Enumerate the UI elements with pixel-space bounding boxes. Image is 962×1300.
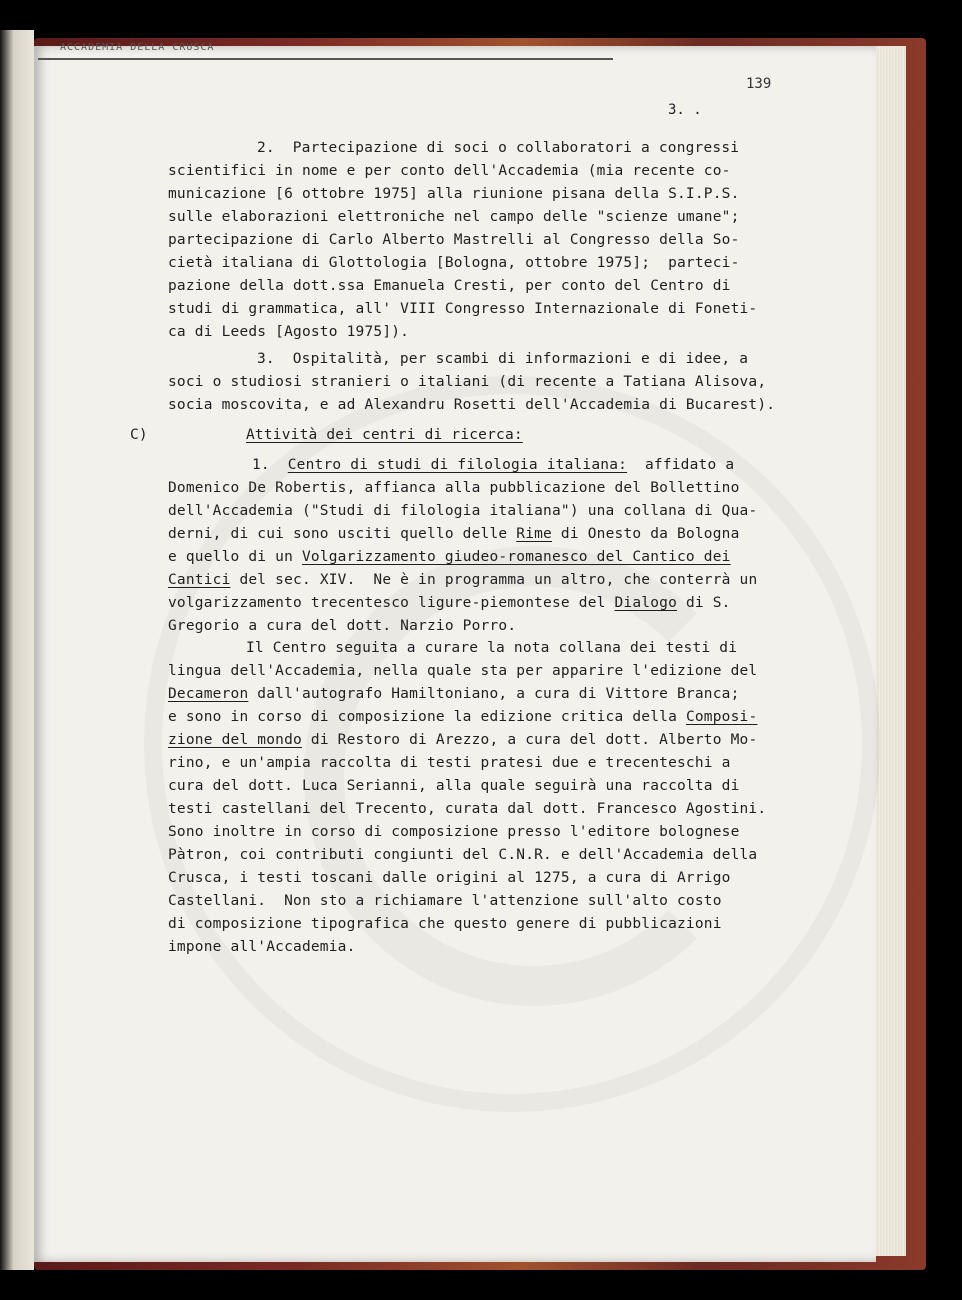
par2-line-4 <box>168 709 757 725</box>
left-page-edge <box>0 30 34 1270</box>
centro-l7-a: volgarizzamento trecentesco ligure-piemontese del <box>168 595 615 611</box>
par2-line-10: Pàtron, coi contributi congiunti del C.N.R. e dell'Accademia della <box>168 847 758 863</box>
s2-line-1: 2. Partecipazione di soci o collaboratori a congressi <box>257 140 740 156</box>
s3-line-1: 3. Ospitalità, per scambi di informazioni e di idee, a <box>257 351 749 367</box>
centro-line-1 <box>252 457 734 473</box>
s3-line-2: soci o studiosi stranieri o italiani (di recente a Tatiana Alisova, <box>168 374 767 390</box>
s2-line-2: scientifici in nome e per conto dell'Accademia (mia recente co- <box>168 163 731 179</box>
par2-line-11: Crusca, i testi toscani dalle origini al 1275, a cura di Arrigo <box>168 870 731 886</box>
centro-l6-b: del sec. XIV. Ne è in programma un altro, che conterrà un <box>230 572 758 588</box>
centro-l4-a: derni, di cui sono usciti quello delle <box>168 526 517 542</box>
s2-line-5: partecipazione di Carlo Alberto Mastrelli al Congresso della So- <box>168 232 740 248</box>
header-rule <box>38 58 613 60</box>
item-number: 1. <box>252 457 270 473</box>
par2-line-8: testi castellani del Trecento, curata dal dott. Francesco Agostini. <box>168 801 767 817</box>
running-head: ACCADEMIA DELLA CRUSCA <box>60 42 215 52</box>
par2-line-14: impone all'Accademia. <box>168 939 356 955</box>
centro-line-4 <box>168 526 740 542</box>
centro-line-6 <box>168 572 757 588</box>
centro-title-rest: affidato a <box>627 457 735 473</box>
centro-l4-b: di Onesto da Bologna <box>552 526 740 542</box>
folio-number: 139 <box>746 76 772 92</box>
par2-l5-b: di Restoro di Arezzo, a cura del dott. Alberto Mo- <box>301 732 758 748</box>
watermark-c <box>301 546 764 1006</box>
title-cantici: Cantici <box>168 572 231 588</box>
title-dialogo: Dialogo <box>614 595 678 611</box>
par2-line-9: Sono inoltre in corso di composizione presso l'editore bolognese <box>168 824 740 840</box>
s2-line-4: sulle elaborazioni elettroniche nel campo delle "scienze umane"; <box>168 209 740 225</box>
par2-line-12: Castellani. Non sto a richiamare l'attenzione sull'alto costo <box>168 893 722 909</box>
par2-line-3 <box>168 686 740 702</box>
section-c-heading: Attività dei centri di ricerca: <box>246 427 523 443</box>
centro-title: Centro di studi di filologia italiana: <box>287 457 628 473</box>
par2-l3-b: dall'autografo Hamiltoniano, a cura di Vittore Branca; <box>248 686 740 702</box>
par2-l4-a: e sono in corso di composizione la edizione critica della <box>168 709 686 725</box>
centro-line-2: Domenico De Robertis, affianca alla pubblicazione del Bollettino <box>168 480 740 496</box>
s2-line-8: studi di grammatica, all' VIII Congresso Internazionale di Foneti- <box>168 301 758 317</box>
s2-line-6: cietà italiana di Glottologia [Bologna, ottobre 1975]; parteci- <box>168 255 740 271</box>
title-rime: Rime <box>516 526 552 542</box>
centro-line-7 <box>168 595 731 611</box>
centro-l5-a: e quello di un <box>168 549 302 565</box>
centro-l7-b: di S. <box>677 595 731 611</box>
section-c-marker: C) <box>130 427 148 443</box>
page-number: 3. . <box>668 102 702 118</box>
title-volgarizzamento: Volgarizzamento giudeo-romanesco del Cantico dei <box>301 549 731 565</box>
par2-line-2: lingua dell'Accademia, nella quale sta per apparire l'edizione del <box>168 663 758 679</box>
par2-line-6: rino, e un'ampia raccolta di testi pratesi due e trecenteschi a <box>168 755 731 771</box>
par2-line-1: Il Centro seguita a curare la nota collana dei testi di <box>246 640 738 656</box>
par2-line-5 <box>168 732 757 748</box>
s3-line-3: socia moscovita, e ad Alexandru Rosetti dell'Accademia di Bucarest). <box>168 397 776 413</box>
par2-line-7: cura del dott. Luca Serianni, alla quale seguirà una raccolta di <box>168 778 740 794</box>
s2-line-9: ca di Leeds [Agosto 1975]). <box>168 324 410 340</box>
centro-line-5 <box>168 549 731 565</box>
centro-line-3: dell'Accademia ("Studi di filologia italiana") una collana di Qua- <box>168 503 758 519</box>
s2-line-3: municazione [6 ottobre 1975] alla riunione pisana della S.I.P.S. <box>168 186 740 202</box>
title-decameron: Decameron <box>168 686 249 702</box>
title-composizione-b: zione del mondo <box>168 732 302 748</box>
title-composizione-a: Composi- <box>685 709 758 725</box>
s2-line-7: pazione della dott.ssa Emanuela Cresti, per conto del Centro di <box>168 278 731 294</box>
par2-line-13: di composizione tipografica che questo genere di pubblicazioni <box>168 916 722 932</box>
centro-line-8: Gregorio a cura del dott. Narzio Porro. <box>168 618 517 634</box>
